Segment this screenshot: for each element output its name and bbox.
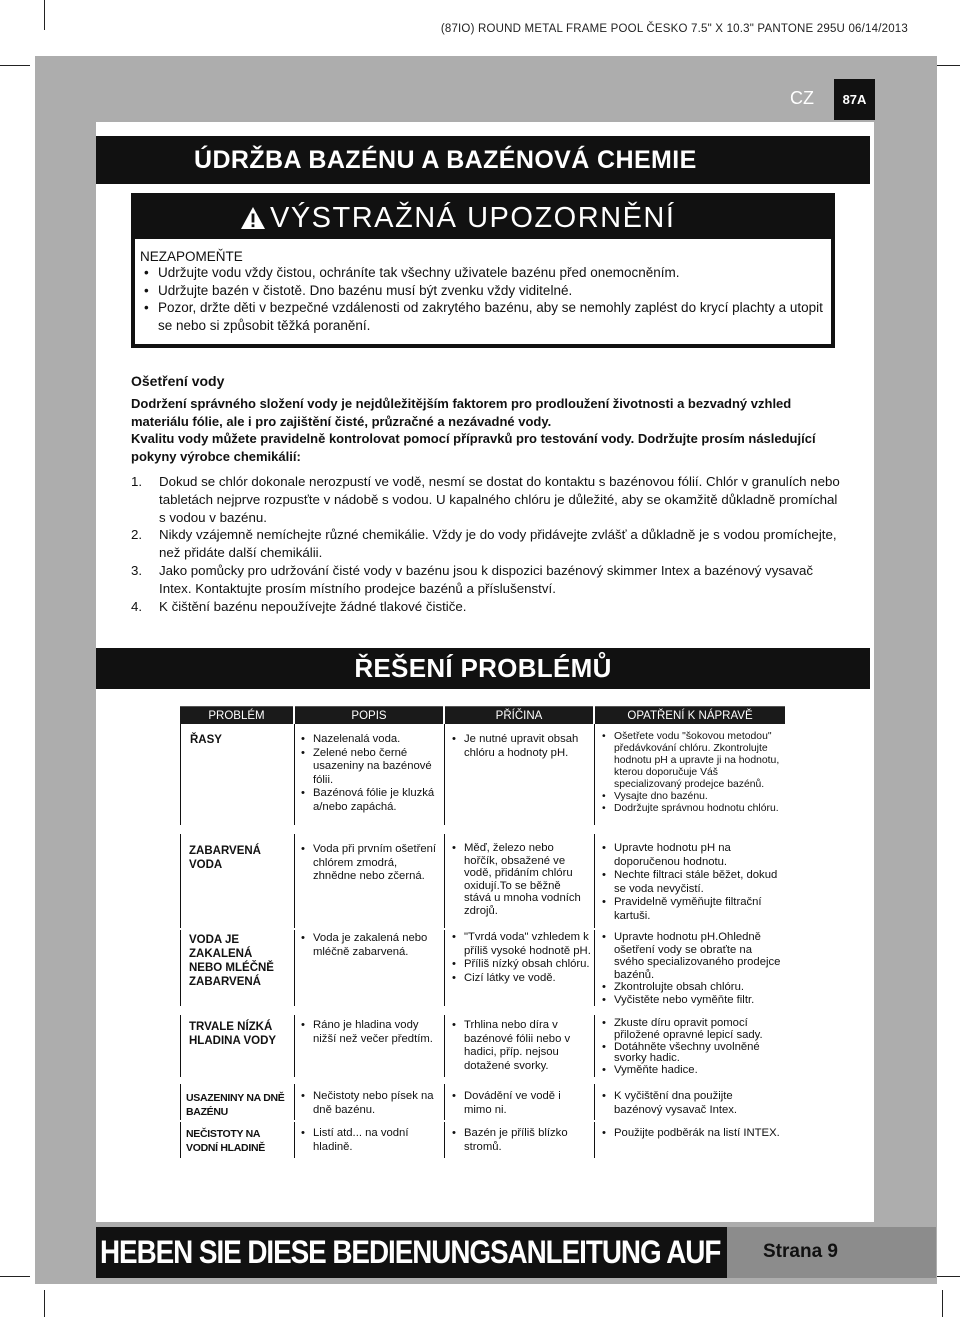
warning-item: • Udržujte bazén v čistotě. Dno bazénu musí být zvenku vždy viditelné. [144,282,824,300]
table-divider [444,1084,445,1120]
list-item: • Listí atd... na vodní hladině. [301,1127,441,1154]
problem-cell: VODA JE ZAKALENÁ NEBO MLÉČNĚ ZABARVENÁ [189,934,274,988]
table-divider [294,1084,295,1120]
table-divider [180,834,181,928]
problem-cell: NEČISTOTY NA VODNÍ HLADINĚ [186,1128,265,1154]
list-item: • Je nutné upravit obsah chlóru a hodnoty pH. [452,733,590,760]
list-item: • Použijte podběrák na listí INTEX. [602,1127,784,1141]
crop-mark [942,1290,943,1317]
list-item: • Nazelenalá voda. [301,733,441,747]
table-header: PROBLÉM [180,706,293,724]
remedy-cell [602,1127,784,1141]
list-item [131,562,841,598]
troubleshooting-title: ŘEŠENÍ PROBLÉMŮ [96,648,870,689]
list-item: • Zelené nebo černé usazeniny na bazénové fólii. [301,747,441,788]
list-item: • Voda při prvním ošetření chlórem zmodrá, zhnědne nebo zčerná. [301,843,441,884]
list-text: Nikdy vzájemně nemíchejte různé chemikálie. Vždy je do vody přidávejte zvlášť a důkladně je s vodou promíchejte, než přidáte další chemikálii. [159,527,837,561]
list-item: • Pravidelně vyměňujte filtrační kartuši. [602,896,784,923]
list-item: • "Tvrdá voda" vzhledem k příliš vysoké hodnotě pH. [452,931,592,958]
list-item: • Dovádění ve vodě i mimo ni. [452,1090,590,1117]
list-item: • Cizí látky ve vodě. [452,972,592,986]
table-header: POPIS [295,706,443,724]
list-number: 4. [131,598,143,614]
list-item: • Bazén je příliš blízko stromů. [452,1127,590,1154]
list-item: • Zkuste díru opravit pomocí přiložené opravné lepicí sady. [602,1018,784,1042]
table-header: OPATŘENÍ K NÁPRAVĚ [595,706,785,724]
table-divider [180,1015,181,1077]
water-paragraph: Dodržení správného složení vody je nejdůležitějším faktorem pro prodloužení životnosti a bezvadný vzhled materiálu fólie, ale i pro zajištění čisté, průzračné a nezávadné vody. [131,396,792,429]
water-title: Ošetření vody [131,373,225,389]
remedy-cell [602,931,784,1006]
list-item: • Voda je zakalená nebo mléčně zabarvená. [301,932,441,959]
list-item: • Nečistoty nebo písek na dně bazénu. [301,1090,441,1117]
warning-list [144,264,824,334]
table-divider [294,724,295,825]
remedy-cell [602,1090,784,1117]
cause-cell [452,1019,590,1073]
list-item [131,598,841,616]
page-number: Strana 9 [763,1241,838,1262]
list-item: • Měď, železo nebo hořčík, obsažené ve vodě, přidáním chlóru oxidují.To se běžně stává u mnoha vodních zdrojů. [452,842,584,917]
list-text: Jako pomůcky pro udržování čisté vody v bazénu jsou k dispozici bazénový skimmer Intex a bazénový vysavač Intex. Kontaktujte prosím místního prodejce bazénů a příslušenství. [159,562,814,596]
remedy-cell [602,842,784,923]
print-info: (87IO) ROUND METAL FRAME POOL ČESKO 7.5" X 10.3" PANTONE 295U 06/14/2013 [440,23,908,35]
cause-cell [452,931,592,985]
table-header: PŘÍČINA [445,706,593,724]
table-divider [444,834,445,928]
list-number: 3. [131,562,143,578]
table-divider [294,1015,295,1077]
description-cell [301,1019,441,1046]
warning-item: • Pozor, držte děti v bezpečné vzdálenosti od zakrytého bazénu, aby se nemohly zaplést do krycí plachty a utopit se nebo si způsobit těžká poranění. [144,299,824,334]
problem-cell: ŘASY [190,734,222,746]
list-item: • Vysajte dno bazénu. [602,791,784,803]
footer-page-box [727,1227,936,1278]
table-divider [594,930,595,1006]
table-divider [294,930,295,1006]
list-item: • Dotáhněte všechny uvolněné svorky hadic. [602,1042,784,1066]
problem-cell: USAZENINY NA DNĚ BAZÉNU [186,1092,285,1118]
cause-cell [452,842,584,917]
table-divider [444,724,445,825]
warning-label: NEZAPOMEŇTE [140,249,243,264]
table-divider [180,1084,181,1120]
crop-mark [44,1290,45,1317]
description-cell [301,1127,441,1154]
table-divider [444,1122,445,1158]
crop-mark [0,1276,30,1277]
table-divider [294,834,295,928]
list-item: • Ráno je hladina vody nižší než večer předtím. [301,1019,441,1046]
list-item: • Nechte filtraci stále běžet, dokud se voda nevyčistí. [602,869,784,896]
list-text: K čištění bazénu nepoužívejte žádné tlakové čističe. [159,598,467,614]
list-item: • Vyčistěte nebo vyměňte filtr. [602,994,784,1007]
water-treatment-section [131,373,841,615]
description-cell [301,733,441,814]
list-item: • Zkontrolujte obsah chlóru. [602,981,784,994]
crop-mark [0,65,30,66]
table-divider [594,724,595,825]
list-item: • Ošetřete vodu "šokovou metodou" předávkování chlóru. Zkontrolujte hodnotu pH a upravte ji na hodnotu, kterou doporučuje Váš specializovaný prodejce bazénů. [602,731,784,791]
table-divider [180,724,181,825]
cause-cell [452,1127,590,1154]
problem-cell: TRVALE NÍZKÁ HLADINA VODY [189,1021,277,1047]
table-divider [594,834,595,928]
warning-header [135,197,831,239]
list-item: • Příliš nízký obsah chlóru. [452,958,592,972]
table-divider [294,1122,295,1158]
warning-triangle-icon [240,206,266,230]
table-divider [594,1122,595,1158]
cause-cell [452,1090,590,1117]
crop-mark [44,0,45,30]
table-divider [180,1122,181,1158]
description-cell [301,932,441,959]
remedy-cell [602,1018,784,1077]
warning-title: VÝSTRAŽNÁ UPOZORNĚNÍ [270,201,676,234]
problem-cell: ZABARVENÁ VODA [189,845,261,871]
description-cell [301,843,441,884]
list-item: • Dodržujte správnou hodnotu chlóru. [602,803,784,815]
water-list [131,473,841,615]
page-code: 87A [834,79,875,120]
table-divider [594,1015,595,1077]
water-paragraph: Kvalitu vody můžete pravidelně kontrolovat pomocí přípravků pro testování vody. Dodržujte prosím následující pokyny výrobce chemikálií: [131,431,816,464]
table-divider [444,930,445,1006]
table-divider [444,1015,445,1077]
list-item: • Bazénová fólie je kluzká a/nebo zapáchá. [301,787,441,814]
table-divider [180,930,181,1006]
list-item: • Trhlina nebo díra v bazénové fólii nebo v hadici, příp. nejsou dotažené svorky. [452,1019,590,1073]
table-divider [594,1084,595,1120]
list-item: • Vyměňte hadice. [602,1065,784,1077]
description-cell [301,1090,441,1117]
list-text: Dokud se chlór dokonale nerozpustí ve vodě, nesmí se dostat do kontaktu s bazénovou fólií. Chlór v granulích nebo tabletách nejprve rozpusťte v nádobě s vodou. U kapalného chlóru je důležité, aby se okamžitě důkladně promíchal s vodou v bazénu. [159,474,840,525]
warning-item: • Udržujte vodu vždy čistou, ochráníte tak všechny uživatele bazénu před onemocněním. [144,264,824,282]
list-item: • Upravte hodnotu pH na doporučenou hodnotu. [602,842,784,869]
cause-cell [452,733,590,760]
maintenance-title: ÚDRŽBA BAZÉNU A BAZÉNOVÁ CHEMIE [96,136,870,184]
footer-text: HEBEN SIE DIESE BEDIENUNGSANLEITUNG AUF [100,1234,721,1270]
list-item: • K vyčištění dna použijte bazénový vysavač Intex. [602,1090,784,1117]
list-item: • Upravte hodnotu pH.Ohledně ošetření vody se obraťte na svého specializovaného prodejce bazénů. [602,931,784,981]
language-label: CZ [790,88,814,108]
list-number: 2. [131,527,143,543]
remedy-cell [602,731,784,815]
list-item [131,473,841,526]
list-item [131,526,841,562]
list-number: 1. [131,474,143,489]
